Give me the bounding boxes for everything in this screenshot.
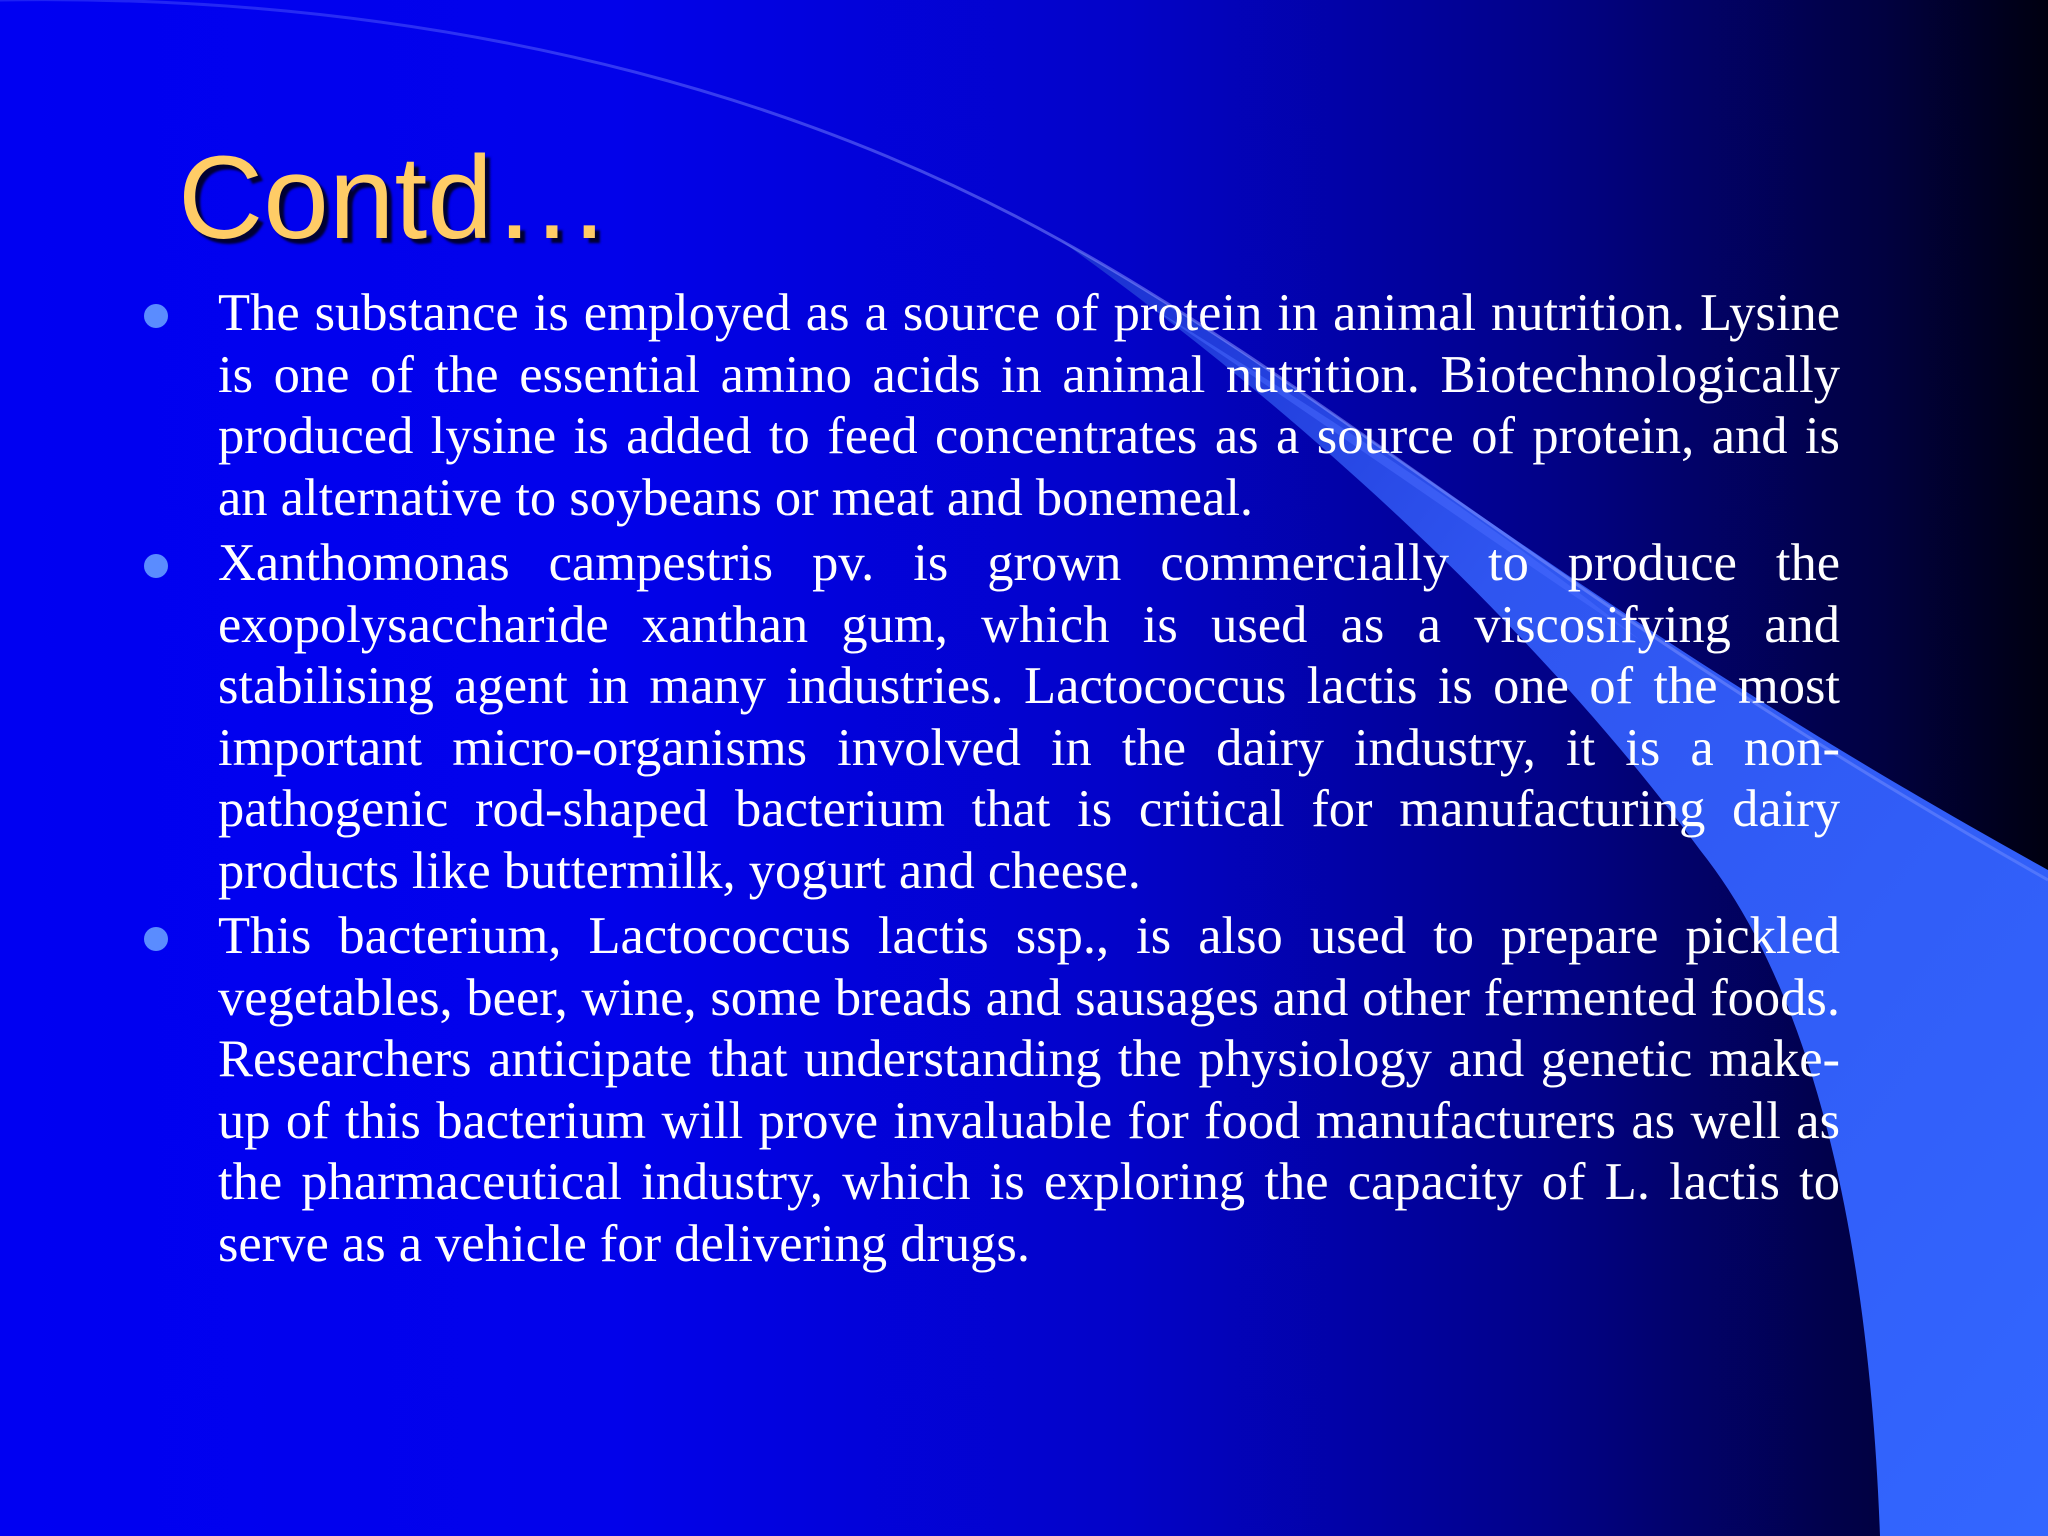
bullet-list (140, 283, 1840, 1279)
bullet-text: The substance is employed as a source of protein in animal nutrition. Lysine is one of the essential amino acids in animal nutrition. Biotechnologically produced lysine is added to feed concentrates as a source of protein, and is an alternative to soybeans or meat and bonemeal. (218, 284, 1840, 527)
bullet-text: Xanthomonas campestris pv. is grown commercially to produce the exopolysaccharide xanthan gum, which is used as a viscosifying and stabilising agent in many industries. Lactococcus lactis is one of the most important micro-organisms involved in the dairy industry, it is a non-pathogenic rod-shaped bacterium that is critical for manufacturing dairy products like buttermilk, yogurt and cheese. (218, 534, 1840, 900)
bullet-icon (144, 927, 168, 951)
bullet-item-lysine (140, 283, 1840, 529)
bullet-item-lactococcus (140, 906, 1840, 1275)
bullet-item-xanthomonas (140, 533, 1840, 902)
bullet-icon (144, 554, 168, 578)
bullet-text: This bacterium, Lactococcus lactis ssp., is also used to prepare pickled vegetables, beer, wine, some breads and sausages and other fermented foods. Researchers anticipate that understanding the physiology and genetic make-up of this bacterium will prove invaluable for food manufacturers as well as the pharmaceutical industry, which is exploring the capacity of L. lactis to serve as a vehicle for delivering drugs. (218, 907, 1840, 1273)
slide-title: Contd… (178, 132, 611, 264)
bullet-icon (144, 304, 168, 328)
